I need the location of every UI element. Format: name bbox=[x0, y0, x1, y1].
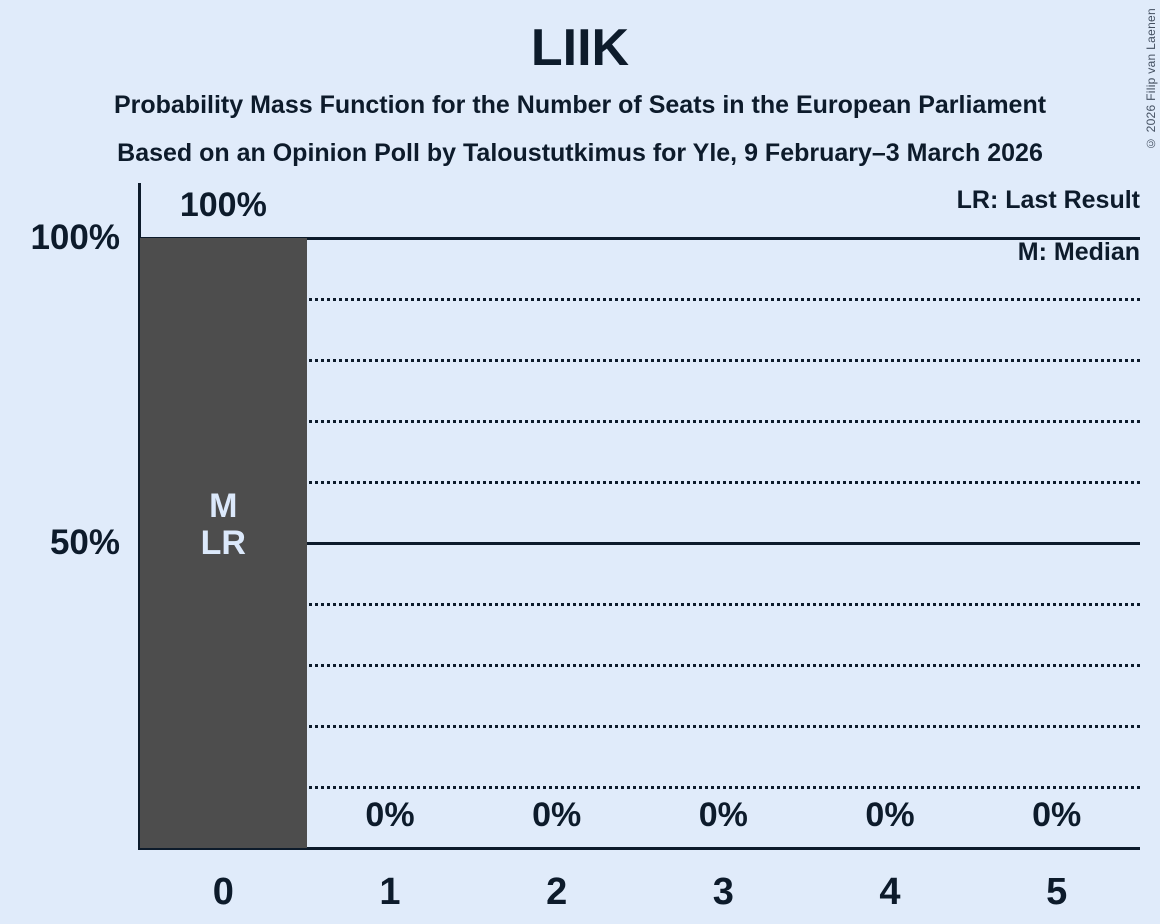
bar-value-label-3: 0% bbox=[698, 796, 748, 834]
y-tick-label-50: 50% bbox=[49, 523, 120, 562]
bar-value-label-0: 100% bbox=[179, 186, 267, 224]
legend-last-result: LR: Last Result bbox=[956, 186, 1140, 214]
chart-subtitle-line-1: Probability Mass Function for the Number of Seats in the European Parliament bbox=[113, 91, 1047, 119]
bar-value-label-4: 0% bbox=[865, 796, 915, 834]
bar-value-label-5: 0% bbox=[1032, 796, 1082, 834]
x-tick-label-5: 5 bbox=[1046, 871, 1068, 913]
x-tick-label-0: 0 bbox=[212, 871, 234, 913]
bar-annotation-label-lr: LR bbox=[200, 524, 246, 562]
bar-annotation-label-m: M bbox=[209, 487, 238, 525]
legend-median: M: Median bbox=[1017, 238, 1140, 266]
bar-value-label-2: 0% bbox=[532, 796, 582, 834]
chart-title: LIIK bbox=[530, 19, 630, 77]
copyright-note: © 2026 Filip van Laenen bbox=[1144, 8, 1158, 151]
x-tick-label-2: 2 bbox=[546, 871, 568, 913]
y-tick-label-100: 100% bbox=[30, 218, 120, 257]
x-tick-label-3: 3 bbox=[712, 871, 734, 913]
bar-annotation-0 bbox=[140, 488, 307, 562]
bar-value-label-1: 0% bbox=[365, 796, 415, 834]
chart-subtitle-line-2: Based on an Opinion Poll by Taloustutkimus for Yle, 9 February–3 March 2026 bbox=[117, 139, 1043, 167]
x-tick-label-4: 4 bbox=[879, 871, 901, 913]
x-tick-label-1: 1 bbox=[379, 871, 401, 913]
